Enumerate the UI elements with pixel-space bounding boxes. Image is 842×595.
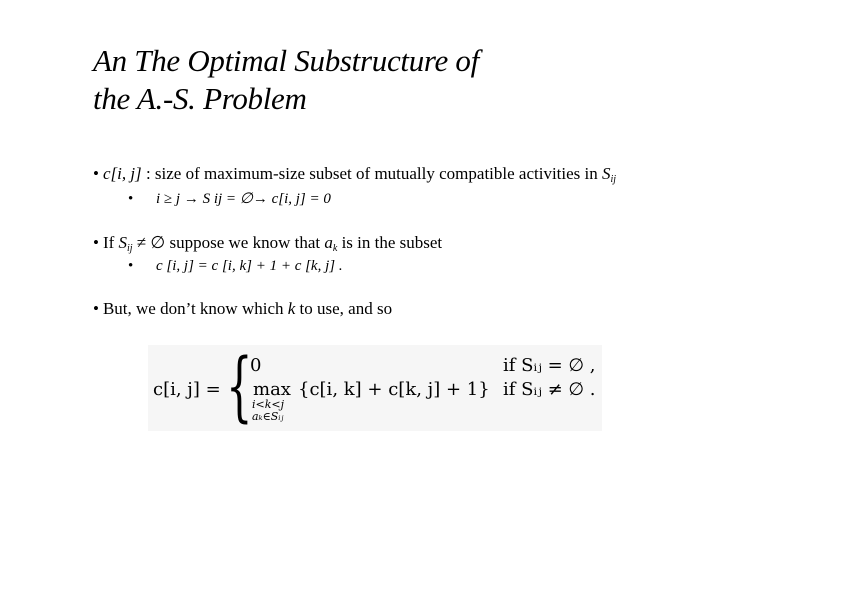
nonempty-if: If	[102, 233, 119, 252]
title-line-1: An The Optimal Substructure of	[93, 43, 479, 78]
subbullet-recurrence	[128, 258, 343, 275]
bullet-definition	[93, 164, 616, 185]
bullet-marker: •	[93, 164, 99, 183]
recurrence-equation-image	[148, 341, 602, 431]
unknown-k-text: But, we don’t know which	[102, 299, 288, 318]
bullet-unknown-k	[93, 299, 392, 319]
subbullet-marker: •	[128, 191, 134, 207]
unknown-k-text-2: to use, and so	[295, 299, 393, 318]
nonempty-set-sub: ij	[127, 243, 133, 254]
slide-title	[93, 42, 479, 118]
nonempty-text-2: is in the subset	[337, 233, 443, 252]
equation-row1-value: 0	[250, 355, 262, 376]
recurrence-text: c [i, j] = c [i, k] + 1 + c [k, j] .	[156, 258, 343, 274]
definition-text: : size of maximum-size subset of mutually compatible activities in	[141, 164, 602, 183]
equation-max-conditions	[252, 399, 284, 423]
subbullet-base-case	[128, 189, 331, 208]
subbullet-marker: •	[128, 258, 134, 274]
equation-lhs: c[i, j] =	[153, 379, 221, 400]
nonempty-activity: a	[324, 233, 333, 252]
equation-max-cond-b: aₖ∈Sᵢⱼ	[252, 410, 284, 423]
nonempty-activity-sub: k	[332, 243, 338, 254]
equation-max-cond-a: i<k<j	[252, 398, 285, 411]
bullet-marker: •	[93, 299, 99, 318]
title-line-2: the A.-S. Problem	[93, 81, 307, 116]
bullet-marker: •	[93, 233, 99, 252]
equation-brace: {	[226, 341, 253, 430]
equation-row1-condition: if Sᵢⱼ = ∅ ,	[503, 355, 596, 376]
unknown-k-var: k	[287, 299, 296, 318]
nonempty-text: ≠ ∅ suppose we know that	[132, 233, 325, 252]
bullet-nonempty	[93, 233, 442, 254]
base-case-text: i ≥ j → S ij = ∅→ c[i, j] = 0	[156, 191, 331, 207]
nonempty-set: S	[118, 233, 128, 252]
equation-max: max	[253, 379, 291, 400]
definition-lhs: c[i, j]	[102, 164, 142, 183]
definition-set: S	[602, 164, 611, 183]
equation-row2-expression: {c[i, k] + c[k, j] + 1}	[298, 379, 490, 400]
definition-set-sub: ij	[610, 174, 617, 185]
equation-row2-condition: if Sᵢⱼ ≠ ∅ .	[503, 379, 596, 400]
